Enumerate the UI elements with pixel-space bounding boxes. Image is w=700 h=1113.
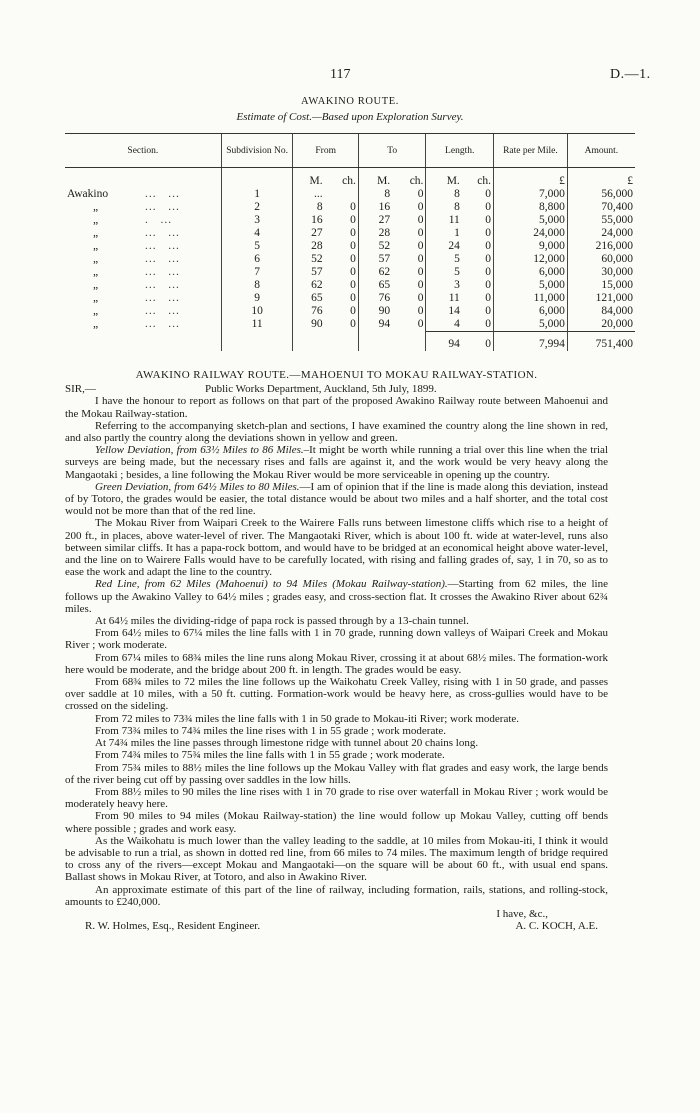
cell-rate: 7,000: [493, 188, 567, 201]
cell-len-ch: 0: [485, 201, 491, 213]
unit: M.: [293, 168, 325, 189]
cell-len-ch: 0: [485, 188, 491, 200]
cell-amount: 70,400: [567, 201, 635, 214]
leader-dots: ... ...: [145, 188, 180, 200]
cell-from-m: 90: [293, 318, 325, 332]
paragraph-text: —I am of opinion that if the line is made along this deviation, instead of by Totoro, the grades would be easier, the total distance would be about two miles and a half shorter, and the total cost would not be more than that of the red line.: [65, 480, 609, 518]
section-name: „: [93, 201, 99, 213]
cell-no: 1: [221, 188, 293, 201]
table-row: [65, 318, 635, 332]
table-row: [65, 253, 635, 266]
section-name: „: [93, 279, 99, 291]
page-number: 117: [330, 67, 351, 82]
table-row: [65, 214, 635, 227]
unit: ch.: [477, 175, 491, 187]
paragraph: From 64½ miles to 67¼ miles the line falls with 1 in 70 grade, running down valleys of Waipari Creek and Mokau River ; work moderate.: [65, 627, 608, 652]
cell-from-m: 16: [293, 214, 325, 227]
cell-section: [65, 240, 221, 253]
col-rate: Rate per Mile.: [493, 134, 567, 168]
cell-to-m: 16: [358, 201, 392, 214]
cell-no: 2: [221, 201, 293, 214]
cell-to-m: 52: [358, 240, 392, 253]
cell-section: [65, 266, 221, 279]
leader-dots: ... ...: [145, 227, 180, 239]
unit: £: [567, 168, 635, 189]
signature: A. C. KOCH, A.E.: [515, 920, 598, 933]
cell-from-m: 52: [293, 253, 325, 266]
cell-len-ch: 0: [485, 279, 491, 291]
leader-dots: ... ...: [145, 253, 180, 265]
cell-to-ch: 0: [417, 318, 424, 331]
cell-len-ch: 0: [485, 214, 491, 226]
cell-to-ch: 0: [417, 253, 424, 265]
cell-from-ch: 0: [350, 227, 356, 239]
col-to: To: [358, 134, 426, 168]
cell-len-ch: 0: [485, 227, 491, 239]
paragraph: From 74¾ miles to 75¾ miles the line falls with 1 in 55 grade ; work moderate.: [95, 749, 445, 762]
section-name: „: [93, 253, 99, 265]
cell-rate: 5,000: [493, 214, 567, 227]
cell-len-m: 3: [426, 279, 462, 292]
col-amount: Amount.: [567, 134, 635, 168]
total-row: [65, 332, 635, 352]
table-row: [65, 279, 635, 292]
cell-len-ch: 0: [485, 292, 491, 304]
table-row: [65, 292, 635, 305]
cell-section: [65, 253, 221, 266]
cell-to-ch: 0: [417, 201, 424, 213]
cell-from-m: 57: [293, 266, 325, 279]
cell-no: 4: [221, 227, 293, 240]
cell-section: [65, 214, 221, 227]
closing: I have, &c.,: [496, 907, 548, 920]
cell-to-m: 76: [358, 292, 392, 305]
cell-amount: 60,000: [567, 253, 635, 266]
cell-len-ch: 0: [485, 240, 491, 252]
cell-len-m: 8: [426, 201, 462, 214]
estimate-table: [65, 133, 635, 351]
letter: [65, 369, 608, 932]
col-length: Length.: [426, 134, 494, 168]
cell-section: [65, 318, 221, 332]
leader-dots: ... ...: [145, 201, 180, 213]
paragraph: The Mokau River from Waipari Creek to the Wairere Falls runs between limestone cliffs which rise to a height of 200 ft., in places, above water-level of river. The Mangaotaki River, which is about 100 ft. wide at water-level, runs also between similar cliffs. It has a papa-rock bottom, and would have to be bridged at an economical height above water-level, and the line on to Wairere Falls would have to be carefully located, with rising and falling grades of, say, 1 in 70, so as to ease the work and adapt the line to the country.: [65, 517, 608, 579]
section-name: „: [93, 266, 99, 278]
cell-amount: 121,000: [567, 292, 635, 305]
paragraph: As the Waikohatu is much lower than the valley leading to the saddle, at 10 miles from Mokau-iti, I think it would be advisable to run a trial, as shown in dotted red line, from 66 miles to 74 miles. The maximum length of bridge required to cross any of the rivers—except Mokau and Mangaotaki—on the square will be about 60 ft., with usual end spans. Ballast shows in Mokau River, at Totoro, and also in Awakino River.: [65, 834, 608, 884]
table-row: [65, 201, 635, 214]
unit: ch.: [342, 175, 356, 187]
paragraph: From 88½ miles to 90 miles the line rises with 1 in 70 grade to rise over waterfall in Mokau River ; work would be moderately heavy here.: [65, 785, 608, 811]
cell-to-ch: 0: [417, 240, 424, 252]
cell-section: [65, 201, 221, 214]
paragraph: At 64½ miles the dividing-ridge of papa rock is passed through by a 13-chain tunnel.: [95, 615, 469, 628]
total-length-chains: 0: [462, 332, 494, 352]
cell-from-m: 27: [293, 227, 325, 240]
cell-to-ch: 0: [417, 214, 424, 226]
section-name: „: [93, 305, 99, 317]
unit: M.: [426, 168, 462, 189]
cell-to-ch: 0: [417, 188, 424, 200]
cell-no: 10: [221, 305, 293, 318]
paragraph: From 75¾ miles to 88½ miles the line follows up the Mokau Valley with flat grades and easy work, the large bends of the river being cut off by passing over saddles in the low hills.: [65, 761, 608, 786]
section-name: „: [93, 292, 99, 304]
cell-rate: 11,000: [493, 292, 567, 305]
paragraph-text: —Starting from 62 miles, the line follows up the Awakino Valley to 64½ miles ; grades easy, and cross-section flat. It crosses the Awakino River about 62¾ miles.: [65, 578, 608, 615]
table-row: [65, 227, 635, 240]
cell-rate: 5,000: [493, 279, 567, 292]
cell-no: 11: [221, 318, 293, 332]
letter-heading: AWAKINO RAILWAY ROUTE.—MAHOENUI TO MOKAU RAILWAY-STATION.: [135, 369, 538, 381]
leader-dots: ... ...: [145, 240, 180, 252]
leader-dots: ... ...: [145, 305, 180, 317]
document-reference: D.—1.: [610, 67, 651, 82]
cell-from-ch: 0: [350, 279, 356, 291]
cell-from-ch: [325, 188, 359, 201]
table-row: [65, 240, 635, 253]
cell-amount: 56,000: [567, 188, 635, 201]
cell-amount: 15,000: [567, 279, 635, 292]
paragraph-title: Green Deviation, from 64½ Miles to 80 Miles.: [95, 480, 300, 493]
unit: £: [493, 168, 567, 189]
cell-from-m: ...: [293, 188, 325, 201]
cell-no: 7: [221, 266, 293, 279]
cell-len-m: 4: [426, 318, 462, 332]
table-row: [65, 305, 635, 318]
cell-from-ch: 0: [350, 266, 356, 278]
cell-rate: 24,000: [493, 227, 567, 240]
cell-rate: 9,000: [493, 240, 567, 253]
col-from: From: [293, 134, 358, 168]
cell-from-ch: 0: [350, 201, 356, 213]
paragraph: [65, 578, 608, 615]
cell-rate: 12,000: [493, 253, 567, 266]
leader-dots: ... ...: [145, 292, 180, 304]
cell-to-ch: 0: [417, 305, 424, 317]
cell-len-ch: 0: [485, 318, 491, 330]
cell-amount: 24,000: [567, 227, 635, 240]
cell-to-ch: 0: [417, 292, 424, 304]
cell-amount: 20,000: [567, 318, 635, 332]
sender-address: Public Works Department, Auckland, 5th July, 1899.: [205, 383, 437, 396]
cell-from-m: 8: [293, 201, 325, 214]
cell-from-m: 28: [293, 240, 325, 253]
cell-from-ch: 0: [350, 318, 356, 331]
leader-dots: . ...: [145, 214, 173, 226]
cell-no: 9: [221, 292, 293, 305]
section-name: Awakino: [67, 188, 109, 200]
salutation: SIR,—: [65, 383, 96, 396]
units-row: [65, 168, 635, 189]
cell-len-m: 1: [426, 227, 462, 240]
table-subtitle: Estimate of Cost.—Based upon Exploration Survey.: [236, 111, 464, 123]
cell-section: [65, 305, 221, 318]
cell-len-m: 11: [426, 292, 462, 305]
paragraph: Referring to the accompanying sketch-plan and sections, I have examined the country along the line shown in red, and also partly the country along the deviations shown in yellow and green.: [65, 419, 608, 445]
paragraph: From 72 miles to 73¾ miles the line falls with 1 in 50 grade to Mokau-iti River; work moderate.: [95, 712, 520, 725]
cell-amount: 216,000: [567, 240, 635, 253]
cell-to-m: 94: [358, 318, 392, 332]
total-length-miles: 94: [426, 332, 462, 352]
table-title: AWAKINO ROUTE.: [301, 96, 399, 107]
table-header-row: [65, 134, 635, 168]
cell-to-m: 27: [358, 214, 392, 227]
cell-section: [65, 292, 221, 305]
cell-from-m: 62: [293, 279, 325, 292]
paragraph: From 90 miles to 94 miles (Mokau Railway-station) the line would follow up Mokau Valley, cutting off bends where possible ; grades and work easy.: [65, 810, 608, 835]
paragraph-title: Yellow Deviation, from 63½ Miles to 86 Miles.: [95, 444, 304, 457]
cell-from-ch: 0: [350, 305, 356, 317]
cell-from-ch: 0: [350, 214, 356, 226]
cell-len-m: 5: [426, 253, 462, 266]
cell-to-m: 8: [358, 188, 392, 201]
paragraph: I have the honour to report as follows on that part of the proposed Awakino Railway route between Mahoenui and the Mokau Railway-station.: [65, 395, 608, 420]
cell-no: 6: [221, 253, 293, 266]
cell-from-ch: 0: [350, 253, 356, 265]
cell-to-m: 62: [358, 266, 392, 279]
total-rate: 7,994: [493, 332, 567, 352]
cell-amount: 30,000: [567, 266, 635, 279]
cell-to-m: 90: [358, 305, 392, 318]
cell-to-ch: 0: [417, 266, 424, 278]
paragraph: [65, 481, 608, 518]
paragraph-text: –It might be worth while running a trial over this line when the trial surveys are being made, but the necessary rises and falls are against it, and the work would be very heavy along the Mangaotaki ; besides, a line following the Mokau River would be more serviceable in opening up the country.: [65, 444, 608, 481]
total-amount: 751,400: [567, 332, 635, 352]
unit: ch.: [409, 175, 424, 187]
cell-section: [65, 188, 221, 201]
cell-from-m: 65: [293, 292, 325, 305]
leader-dots: ... ...: [145, 266, 180, 278]
cell-section: [65, 227, 221, 240]
table-body: [65, 168, 635, 332]
cell-no: 8: [221, 279, 293, 292]
paragraph: At 74¾ miles the line passes through limestone ridge with tunnel about 20 chains long.: [95, 737, 479, 750]
paragraph: From 73¾ miles to 74¾ miles the line rises with 1 in 55 grade ; work moderate.: [95, 724, 447, 737]
col-section: Section.: [65, 134, 221, 168]
cell-from-ch: 0: [350, 292, 356, 304]
section-name: „: [93, 214, 99, 226]
cell-to-m: 65: [358, 279, 392, 292]
paragraph: From 68¾ miles to 72 miles the line follows up the Waikohatu Creek Valley, rising with 1 in 50 grade, and passes over saddle at 10 miles, with a 50 ft. cutting. Formation-work would be heavy here, as cross-gullies would have to be crossed on the sideling.: [65, 676, 608, 713]
cell-rate: 6,000: [493, 266, 567, 279]
section-name: „: [93, 240, 99, 252]
cell-len-ch: 0: [485, 305, 491, 317]
cell-len-m: 24: [426, 240, 462, 253]
cell-rate: 8,800: [493, 201, 567, 214]
section-name: „: [93, 227, 99, 239]
cell-no: 5: [221, 240, 293, 253]
cell-no: 3: [221, 214, 293, 227]
cell-to-ch: 0: [417, 279, 424, 291]
paragraph: [65, 444, 608, 481]
paragraph: From 67¼ miles to 68¾ miles the line runs along Mokau River, crossing it at about 68½ miles. The formation-work here would be moderate, and the bridge about 200 ft. in length. The grades would be easy.: [65, 651, 608, 676]
leader-dots: ... ...: [145, 318, 180, 331]
cell-len-m: 11: [426, 214, 462, 227]
leader-dots: ... ...: [145, 279, 180, 291]
cell-amount: 55,000: [567, 214, 635, 227]
section-name: „: [93, 318, 99, 331]
table-row: [65, 266, 635, 279]
cell-rate: 5,000: [493, 318, 567, 332]
cell-len-m: 5: [426, 266, 462, 279]
cell-rate: 6,000: [493, 305, 567, 318]
cell-section: [65, 279, 221, 292]
cell-len-m: 8: [426, 188, 462, 201]
cell-len-ch: 0: [485, 266, 491, 278]
col-subdivision: Subdivision No.: [221, 134, 293, 168]
cell-to-ch: 0: [417, 227, 424, 239]
unit: M.: [358, 168, 392, 189]
cell-to-m: 28: [358, 227, 392, 240]
cell-from-ch: 0: [350, 240, 356, 252]
addressee: R. W. Holmes, Esq., Resident Engineer.: [85, 920, 261, 933]
table-row: [65, 188, 635, 201]
cell-amount: 84,000: [567, 305, 635, 318]
cell-to-m: 57: [358, 253, 392, 266]
paragraph-title: Red Line, from 62 Miles (Mahoenui) to 94 Miles (Mokau Railway-station).: [95, 578, 448, 591]
paragraph: An approximate estimate of this part of the line of railway, including formation, rails, stations, and rolling-stock, amounts to £240,000.: [65, 883, 608, 908]
cell-len-ch: 0: [485, 253, 491, 265]
cell-from-m: 76: [293, 305, 325, 318]
cell-len-m: 14: [426, 305, 462, 318]
